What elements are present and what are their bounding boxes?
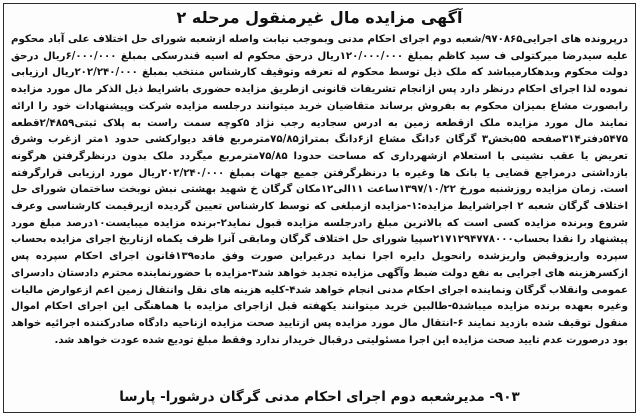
notice-body: درپرونده های اجرایی۹۷۰۸۶۵/شعبه دوم اجرای احکام مدنی وبموجب نیابت واصله ازشعبه شورای حل اختلاف علی آباد محکوم علیه سیدرضا میرکتولی ف سید کاظم بمبلغ ۱۲۰/۰۰۰/۰۰۰ریال درحق محکوم له اسیه قندرسکی بمبلغ ۶/۰۰۰/۰۰۰ریال درحق دولت محکوم وبدهکارمیباشد که ملک ذیل توسط محکوم له تعرفه وتوقیف کارشناس منتخب بمبلغ ۲۰۲/۲۴۰/۰۰۰ریال ارزیابی نموده لذا اجرای احکام درنظر دارد پس ازانجام تشریفات قانونی ازطریق مزایده حضوری باشرایط ذیل الذکر مال مورد مزایده رابصورت مشاع بمیزان محکوم به بفروش برساند متقاضیان خرید میتوانند درجلسه مزایده شرکت وپیشنهادات خود را ارائه نمایند مال مورد مزایده ملک ازقطعه زمین به ادرس سجادیه رجب نژاد ۵کوچه سمت راست به پلاک ثبتی۲/۴۸۵۹قطعه ۵۴۷۵دفتر۳۱۴صفحه ۵۵بخش۳ گرگان ۶دانگ مشاع از۶دانگ بمتراژ۷۵/۸۵مترمربع فاقد دیوارکشی حدود ۱متر ازغرب وشرق تعریض یا عقب نشینی با استعلام ازشهرداری که مساحت حدودا ۷۵/۸۵مترمربع میگردد ملک بدون درنظرگرفتن هرگونه بازداشتی درمراجع قضایی یا بانک ها وغیره با درنظرگرفتن جمیع جهات بمبلغ ۲۰۲/۲۴۰/۰۰۰ریال مورد ارزیابی قرارگرفته است. زمان مزایده روزشنبه مورخ ۱۳۹۷/۱۰/۲۲ساعت ۱۱الی۱۲مکان گرگان خ شهید بهشتی نبش نوبخت ساختمان شورای حل اختلاف گرگان شعبه ۲ اجراشرایط مزایده:۱-مزایده ازمبلغی که توسط کارشناس تعیین گردیده ازیرقیمت کارشناسی وعرف شروع وبرنده مزایده کسی است که بالاترین مبلغ رادرجلسه مزایده قبول نماید۲-برنده مزایده میبایست۱۰درصد مبلغ مورد پیشنهاد را نقدا بحساب۲۱۷۱۲۹۴۷۷۸۰۰۰سپیا شورای حل اختلاف گرگان ومابقی آنرا ظرف یکماه ازتاریخ اجرای مزایده بحساب سپرده واریزوقبض واریزشده رانحویل دایره اجرا نماید درغیراین صورت وفق ماده۱۳۹قانون اجرای احکام سپرده پس ازکسرهزینه های اجرایی به نفع دولت ضبط وآگهی مزایده تجدید خواهد شد۳-مزایده با حضورنماینده محترم دادستان دادسرای عمومی وانقلاب گرگان ونماینده اجرای احکام مدنی انجام خواهد شد۴-کلیه هزینه های نقل وانتقال زمین اعم ازعوارض مالیات وغیره بعهده برنده مزایده میباشد۵-طالبین خرید میتوانند یکهفته قبل ازاجرای مزایده با هماهنگی این اجرای احکام اموال منقول توقیف شده بازدید نمایند ۶-انتقال مال مورد مزایده پس ازتایید صحت مزایده ازناحیه دادگاه صادرکننده اجرائیه خواهد بود درصورت عدم تایید صحت مزایده این اجرا مسئولیتی درقبال خریدار ندارد وفقط مبلغ تودیع شده عودت خواهد شد. xyxy=(11,34,628,346)
notice-title: آگهی مزایده مال غیرمنقول مرحله ۲ xyxy=(176,8,463,27)
notice-footer-signature: ۹۰۳- مدیرشعبه دوم اجرای احکام مدنی گرگان درشورا- پارسا xyxy=(119,389,520,405)
legal-notice-frame xyxy=(3,3,636,413)
